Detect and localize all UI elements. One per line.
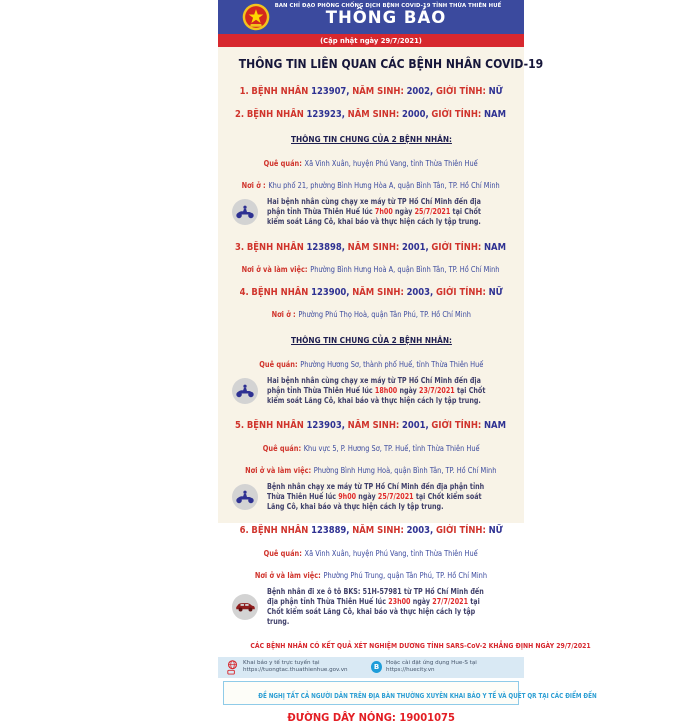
patient-id: 123889,	[310, 524, 350, 536]
travel-date: 23/7/2021	[419, 385, 455, 395]
travel-date: 25/7/2021	[414, 206, 451, 216]
announcement-title: THÔNG BÁO	[325, 8, 447, 27]
travel-history-1	[232, 197, 524, 227]
vietnam-national-emblem-icon	[242, 3, 270, 31]
gender: NỮ	[488, 86, 503, 97]
travel-history-2	[232, 376, 524, 406]
detail-residence-4: Nơi ở : Phường Phú Thọ Hoà, quận Tân Phú, TP. Hồ Chí Minh	[271, 309, 471, 319]
page-title: THÔNG TIN LIÊN QUAN CÁC BỆNH NHÂN COVID-19	[238, 57, 544, 71]
organization-name: BAN CHỈ ĐẠO PHÒNG CHỐNG DỊCH BỆNH COVID-19 TỈNH THỪA THIÊN HUẾ	[274, 3, 502, 9]
patient-id: 123898,	[306, 241, 346, 253]
test-result-line: CÁC BỆNH NHÂN CÓ KẾT QUẢ XÉT NGHIỆM DƯƠNG TÍNH SARS-CoV-2 KHẲNG ĐỊNH NGÀY 29/7/2021	[250, 640, 591, 650]
globe-qr-icon	[226, 660, 239, 675]
travel-history-text: Hai bệnh nhân cùng chạy xe máy từ TP Hồ Chí Minh đến địa phận tỉnh Thừa Thiên Huế lúc 7h00 ngày 25/7/2021 tại Chốt kiểm soát Lăng Cô, khai báo và thực hiện cách ly tập trung.	[267, 197, 481, 226]
travel-time: 9h00	[338, 491, 357, 501]
patient-row-1: 1. BỆNH NHÂN 123907, NĂM SINH: 2002, GIỚI TÍNH: NỮ	[239, 86, 503, 97]
gender: NỮ	[488, 286, 503, 298]
motorbike-icon	[235, 384, 255, 398]
vehicle-icon-circle	[232, 378, 258, 404]
travel-time: 18h00	[374, 385, 398, 395]
patient-row-2: 2. BỆNH NHÂN 123923, NĂM SINH: 2000, GIỚI TÍNH: NAM	[235, 109, 507, 120]
declare-url-text: Khai báo y tế trực tuyến tại https://tuongtac.thuathienhue.gov.vn	[243, 659, 348, 674]
gender: NAM	[484, 109, 507, 120]
patient-number: 5.	[235, 419, 245, 431]
patient-row-6: 6. BỆNH NHÂN 123889, NĂM SINH: 2003, GIỚI TÍNH: NỮ	[239, 524, 503, 536]
detail-hometown-6: Quê quán: Xã Vinh Xuân, huyện Phú Vang, tỉnh Thừa Thiên Huế	[263, 548, 479, 558]
car-icon	[235, 600, 256, 613]
common-info-header-1: THÔNG TIN CHUNG CỦA 2 BỆNH NHÂN:	[290, 135, 452, 144]
detail-hometown-2: Quê quán: Phường Hương Sơ, thành phố Huế, tỉnh Thừa Thiên Huế	[258, 359, 484, 369]
detail-residence-5: Nơi ở và làm việc: Phường Bình Hưng Hoà, quận Bình Tân, TP. Hồ Chí Minh	[245, 465, 497, 475]
hotline-line: ĐƯỜNG DÂY NÓNG: 19001075	[287, 711, 455, 724]
birth-year: 2000,	[402, 109, 430, 120]
birth-year: 2001,	[402, 241, 430, 253]
gender: NAM	[484, 419, 507, 431]
detail-residence-3: Nơi ở và làm việc: Phường Bình Hưng Hoà A, quận Bình Tân, TP. Hồ Chí Minh	[242, 264, 500, 274]
detail-residence-1: Nơi ở : Khu phố 21, phường Bình Hưng Hòa A, quận Bình Tân, TP. Hồ Chí Minh	[241, 181, 501, 190]
travel-time: 23h00	[388, 596, 411, 606]
patient-row-3: 3. BỆNH NHÂN 123898, NĂM SINH: 2001, GIỚI TÍNH: NAM	[235, 241, 507, 253]
hue-s-app-block	[371, 660, 516, 675]
birth-year: 2002,	[406, 86, 434, 97]
travel-time: 7h00	[374, 206, 393, 216]
birth-year: 2003,	[406, 286, 434, 298]
detail-hometown-5: Quê quán: Khu vực 5, P. Hương Sơ, TP. Huế, tỉnh Thừa Thiên Huế	[262, 443, 480, 453]
covid-announcement-poster	[218, 0, 597, 724]
online-declaration-block	[226, 660, 371, 675]
travel-history-3	[232, 482, 524, 512]
gender: NỮ	[488, 524, 503, 536]
hue-s-app-icon: B	[371, 661, 382, 673]
public-notice-box: ĐỀ NGHỊ TẤT CẢ NGƯỜI DÂN TRÊN ĐỊA BÀN THƯỜNG XUYÊN KHAI BÁO Y TẾ VÀ QUÉT QR TẠI CÁC ĐIỂM ĐẾN	[223, 681, 519, 705]
patient-id: 123900,	[310, 286, 350, 298]
vehicle-icon-circle	[232, 594, 258, 620]
poster-header	[218, 0, 524, 34]
footer-declare-band	[218, 657, 524, 678]
vehicle-icon-circle	[232, 199, 258, 225]
travel-history-4	[232, 587, 524, 627]
patient-id: 123907,	[310, 86, 350, 97]
declare-url: https://tuongtac.thuathienhue.gov.vn	[243, 667, 348, 674]
birth-year: 2003,	[406, 524, 434, 536]
patient-row-4: 4. BỆNH NHÂN 123900, NĂM SINH: 2003, GIỚI TÍNH: NỮ	[239, 286, 503, 298]
hue-s-text: Hoặc cài đặt ứng dụng Hue-S tại https://huecity.vn	[386, 659, 477, 674]
vehicle-icon-circle	[232, 484, 258, 510]
patient-id: 123903,	[306, 419, 346, 431]
patient-number: 2.	[235, 109, 245, 120]
travel-date: 27/7/2021	[432, 596, 469, 606]
patient-row-5: 5. BỆNH NHÂN 123903, NĂM SINH: 2001, GIỚI TÍNH: NAM	[235, 419, 507, 431]
gender: NAM	[484, 241, 507, 253]
travel-date: 25/7/2021	[377, 491, 414, 501]
motorbike-icon	[235, 205, 255, 219]
travel-history-text: Bệnh nhân chạy xe máy từ TP Hồ Chí Minh đến địa phận tỉnh Thừa Thiên Huế lúc 9h00 ngày 25/7/2021 tại Chốt kiểm soát Lăng Cô, khai báo và thực hiện cách ly tập trung.	[267, 481, 485, 511]
patient-number: 3.	[235, 241, 245, 253]
detail-hometown-1: Quê quán: Xã Vinh Xuân, huyện Phú Vang, tỉnh Thừa Thiên Huế	[263, 159, 479, 168]
patient-number: 1.	[239, 86, 249, 97]
detail-residence-6: Nơi ở và làm việc: Phường Phú Trung, quận Tân Phú, TP. Hồ Chí Minh	[254, 570, 488, 580]
update-date-bar	[218, 34, 524, 47]
travel-history-text: Bệnh nhân đi xe ô tô BKS: 51H-57981 từ TP Hồ Chí Minh đến địa phận tỉnh Thừa Thiên Huế lúc 23h00 ngày 27/7/2021 tại Chốt kiểm soát Lăng Cô, khai báo và thực hiện cách ly tập trung.	[267, 586, 484, 626]
birth-year: 2001,	[402, 419, 430, 431]
motorbike-icon	[235, 490, 255, 504]
patient-id: 123923,	[306, 109, 346, 120]
common-info-header-2: THÔNG TIN CHUNG CỦA 2 BỆNH NHÂN:	[290, 335, 452, 345]
patient-number: 4.	[239, 286, 249, 298]
patient-number: 6.	[239, 524, 249, 536]
travel-history-text: Hai bệnh nhân cùng chạy xe máy từ TP Hồ Chí Minh đến địa phận tỉnh Thừa Thiên Huế lúc 18h00 ngày 23/7/2021 tại Chốt kiểm soát Lăng Cô, khai báo và thực hiện cách ly tập trung.	[267, 375, 486, 405]
update-date-text: (Cập nhật ngày 29/7/2021)	[320, 36, 422, 45]
